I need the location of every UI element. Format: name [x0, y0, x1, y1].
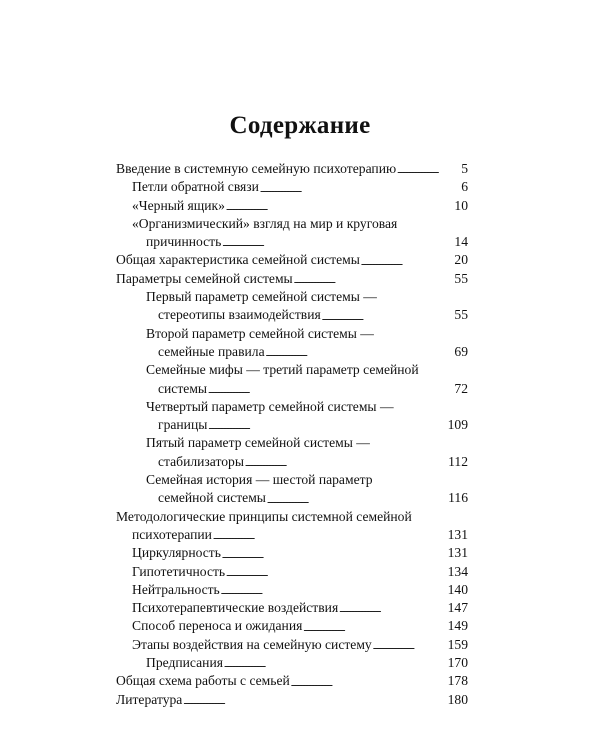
toc-entry-title: Петли обратной связи — [132, 179, 259, 195]
toc-entry-title: Способ переноса и ожидания — [132, 618, 303, 634]
toc-page-number: 180 — [447, 691, 468, 707]
toc-page-number: 131 — [447, 545, 468, 561]
toc-entry-title: «Организмический» взгляд на мир и круговая — [132, 215, 398, 231]
toc-entry-title: Параметры семейной системы — [116, 270, 293, 286]
toc-entry — [116, 581, 468, 599]
table-of-contents — [116, 160, 468, 709]
toc-entry-title: Методологические принципы системной семейной — [116, 508, 412, 524]
toc-entry — [116, 380, 468, 398]
toc-entry-title: Пятый параметр семейной системы — — [146, 435, 370, 451]
toc-page-number: 72 — [454, 380, 468, 396]
toc-entry — [116, 398, 468, 416]
toc-page-number: 55 — [454, 270, 468, 286]
toc-entry — [116, 434, 468, 452]
toc-entry — [116, 416, 468, 434]
toc-entry-title: Гипотетичность — [132, 563, 226, 579]
toc-entry-title: Введение в системную семейную психотерапию — [116, 161, 397, 176]
toc-entry — [116, 599, 468, 617]
toc-entry — [116, 471, 468, 489]
toc-entry-title: «Черный ящик» — [132, 197, 225, 213]
toc-entry — [116, 654, 468, 672]
toc-entry-title: Четвертый параметр семейной системы — — [146, 398, 394, 414]
toc-entry — [116, 672, 468, 690]
toc-entry-title: семейные правила — [158, 343, 265, 359]
toc-entry-title: Психотерапевтические воздействия — [132, 600, 339, 616]
toc-dot-leader — [226, 563, 446, 581]
toc-entry — [116, 306, 468, 324]
page-title: Содержание — [229, 112, 371, 139]
toc-dot-leader — [208, 416, 446, 434]
toc-page-number: 6 — [461, 179, 468, 195]
toc-dot-leader — [222, 233, 453, 251]
toc-entry-title: стабилизаторы — [158, 453, 244, 469]
toc-dot-leader — [260, 178, 460, 196]
toc-entry-title: Семейные мифы — третий параметр семейной — [146, 362, 419, 378]
toc-entry-title: семейной системы — [158, 490, 266, 506]
toc-entry-title: причинность — [146, 234, 222, 250]
toc-entry — [116, 691, 468, 709]
toc-entry-title: системы — [158, 380, 208, 396]
toc-page-number: 159 — [447, 636, 468, 652]
toc-entry-title: Нейтральность — [132, 581, 220, 597]
toc-page-number: 69 — [454, 343, 468, 359]
toc-entry-title: Общая схема работы с семьей — [116, 673, 290, 689]
toc-entry — [116, 526, 468, 544]
toc-dot-leader — [213, 526, 447, 544]
toc-dot-leader — [245, 453, 447, 471]
toc-page-number: 134 — [447, 563, 468, 579]
toc-page-number: 116 — [448, 490, 468, 506]
toc-page-number: 178 — [447, 673, 468, 689]
toc-entry — [116, 233, 468, 251]
toc-entry — [116, 544, 468, 562]
toc-entry-title: Предписания — [146, 655, 223, 671]
toc-entry — [116, 251, 468, 269]
toc-dot-leader — [339, 599, 446, 617]
toc-dot-leader — [222, 544, 447, 562]
toc-entry — [116, 178, 468, 196]
toc-dot-leader — [322, 306, 454, 324]
toc-entry-title: Общая характеристика семейной системы — [116, 252, 360, 268]
toc-page-number: 112 — [448, 453, 468, 469]
toc-entry — [116, 636, 468, 654]
toc-entry — [116, 270, 468, 288]
toc-dot-leader — [266, 343, 454, 361]
toc-page-number: 109 — [447, 417, 468, 433]
toc-entry-title: Второй параметр семейной системы — — [146, 325, 374, 341]
toc-entry-title: Этапы воздействия на семейную систему — [132, 636, 372, 652]
toc-entry-title: стереотипы взаимодействия — [158, 307, 321, 323]
toc-entry — [116, 343, 468, 361]
toc-dot-leader — [183, 691, 446, 709]
toc-entry — [116, 508, 468, 526]
toc-dot-leader — [294, 270, 454, 288]
toc-entry — [116, 563, 468, 581]
toc-entry-title: Циркулярность — [132, 545, 221, 561]
toc-page-number: 147 — [447, 600, 468, 616]
toc-entry-title: Семейная история — шестой параметр — [146, 472, 373, 488]
toc-page-number: 149 — [447, 618, 468, 634]
toc-dot-leader — [361, 251, 454, 269]
toc-dot-leader — [224, 654, 447, 672]
toc-page-number: 140 — [447, 581, 468, 597]
toc-entry-title: психотерапии — [132, 526, 212, 542]
toc-dot-leader — [226, 197, 453, 215]
toc-entry — [116, 325, 468, 343]
toc-dot-leader — [267, 489, 447, 507]
toc-dot-leader — [208, 380, 453, 398]
toc-dot-leader — [373, 636, 447, 654]
toc-page-number: 5 — [461, 161, 468, 176]
toc-page-number: 170 — [447, 655, 468, 671]
toc-entry-title: границы — [158, 417, 208, 433]
toc-dot-leader — [397, 160, 460, 178]
toc-entry — [116, 361, 468, 379]
toc-entry — [116, 160, 468, 178]
toc-entry — [116, 197, 468, 215]
toc-page-number: 14 — [454, 234, 468, 250]
toc-entry-title: Первый параметр семейной системы — — [146, 289, 377, 305]
toc-page-number: 131 — [447, 526, 468, 542]
toc-entry — [116, 617, 468, 635]
toc-dot-leader — [221, 581, 447, 599]
toc-page-number: 10 — [454, 197, 468, 213]
toc-page-number: 20 — [454, 252, 468, 268]
toc-entry — [116, 489, 468, 507]
toc-dot-leader — [291, 672, 447, 690]
toc-entry — [116, 453, 468, 471]
toc-dot-leader — [303, 617, 446, 635]
toc-entry — [116, 288, 468, 306]
toc-entry — [116, 215, 468, 233]
toc-page-number: 55 — [454, 307, 468, 323]
toc-entry-title: Литература — [116, 691, 183, 707]
